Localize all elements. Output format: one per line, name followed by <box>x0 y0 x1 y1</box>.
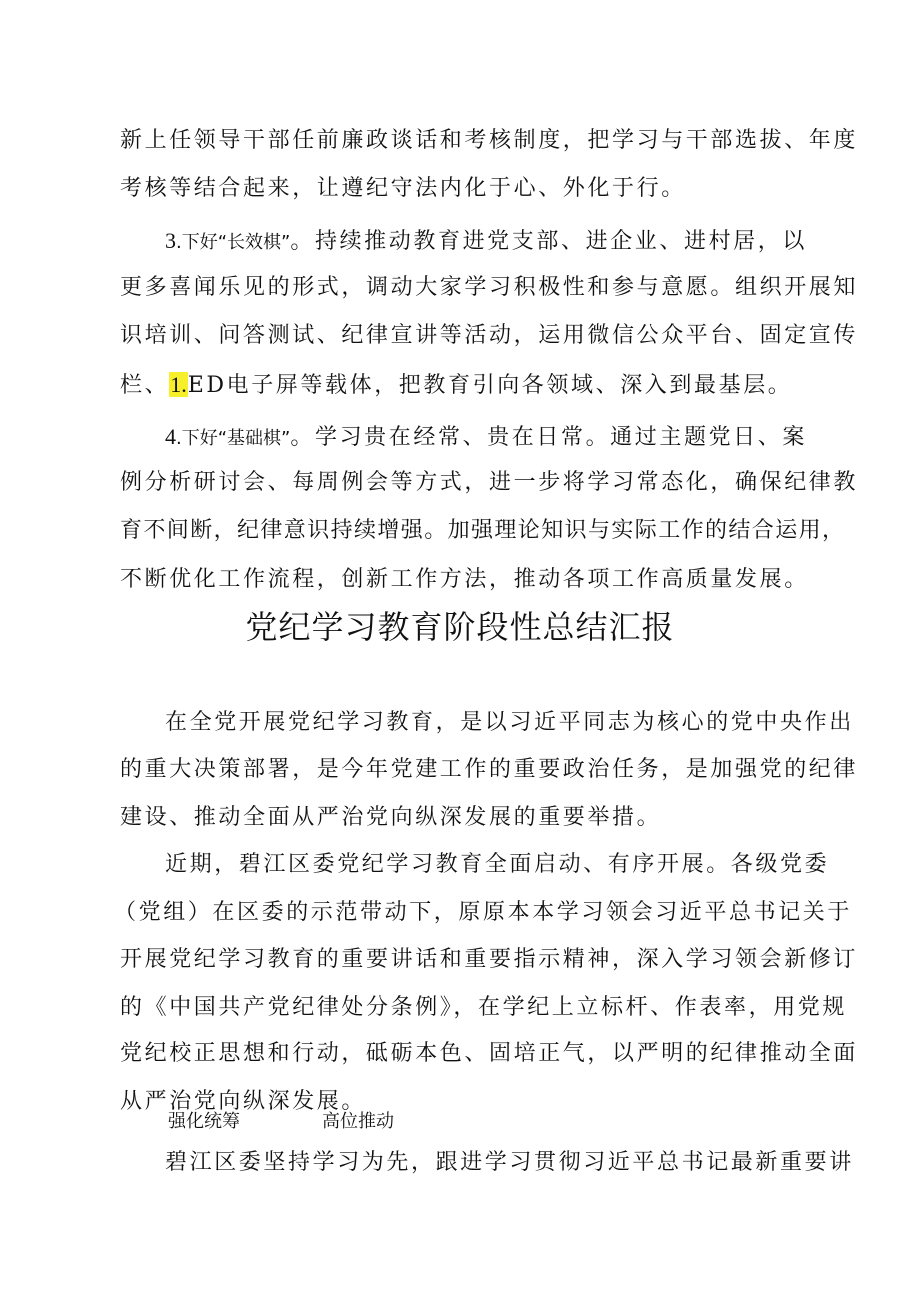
subheading-right: 高位推动 <box>322 1111 394 1132</box>
item-number-3: 3 <box>165 228 176 253</box>
body-line-b5: 党纪校正思想和行动，砥砺本色、固培正气，以严明的纪律推动全面 <box>120 1041 859 1066</box>
body-line-last: 碧江区委坚持学习为先，跟进学习贯彻习近平总书记最新重要讲 <box>165 1150 854 1175</box>
body-line-a1: 在全党开展党纪学习教育，是以习近平同志为核心的党中央作出 <box>165 710 854 735</box>
item-label-4: .下好“基础棋” <box>176 428 291 449</box>
body-line-a2: 的重大决策部署，是今年党建工作的重要政治任务，是加强党的纪律 <box>120 757 859 782</box>
item-text-4: 。学习贵在经常、贵在日常。通过主题党日、案 <box>290 425 807 450</box>
body-line-b4: 的《中国共产党纪律处分条例》，在学纪上立标杆、作表率，用党规 <box>120 995 848 1020</box>
text-line-9: 育不间断，纪律意识持续增强。加强理论知识与实际工作的结合运用， <box>120 518 846 543</box>
item-label-3: .下好“长效棋” <box>176 232 291 253</box>
text-line-5: 识培训、问答测试、纪律宣讲等活动，运用微信公众平台、固定宣传 <box>120 323 859 348</box>
document-title: 党纪学习教育阶段性总结汇报 <box>245 608 675 646</box>
text-line-2: 考核等结合起来，让遵纪守法内化于心、外化于行。 <box>120 176 686 201</box>
text-line-10: 不断优化工作流程，创新工作方法，推动各项工作高质量发展。 <box>120 567 809 592</box>
text-line-4: 更多喜闻乐见的形式，调动大家学习积极性和参与意愿。组织开展知 <box>120 275 859 300</box>
item-number-4: 4 <box>165 424 176 449</box>
body-line-b3: 开展党纪学习教育的重要讲话和重要指示精神，深入学习领会新修订 <box>120 947 859 972</box>
item-text-3: 。持续推动教育进党支部、进企业、进村居，以 <box>290 229 807 254</box>
text-line-6-post: ED电子屏等载体，把教育引向各领域、深入到最基层。 <box>187 373 793 398</box>
body-line-a3: 建设、推动全面从严治党向纵深发展的重要举措。 <box>120 805 662 830</box>
text-line-8: 例分析研讨会、每周例会等方式，进一步将学习常态化，确保纪律教 <box>120 470 859 495</box>
body-line-b6: 从严治党向纵深发展。 <box>120 1089 367 1114</box>
paragraph-3-first-line <box>165 226 865 258</box>
text-line-6-pre: 栏、 <box>120 373 170 398</box>
body-line-b1: 近期，碧江区委党纪学习教育全面启动、有序开展。各级党委 <box>165 852 830 877</box>
body-line-b2: （党组）在区委的示范带动下，原原本本学习领会习近平总书记关于 <box>114 900 853 925</box>
highlighted-text: 1. <box>170 372 187 397</box>
paragraph-4-first-line <box>165 422 865 454</box>
subheading-left: 强化统筹 <box>168 1111 240 1132</box>
text-line-6 <box>120 370 820 401</box>
text-line-1: 新上任领导干部任前廉政谈话和考核制度，把学习与干部选拔、年度 <box>120 128 859 153</box>
